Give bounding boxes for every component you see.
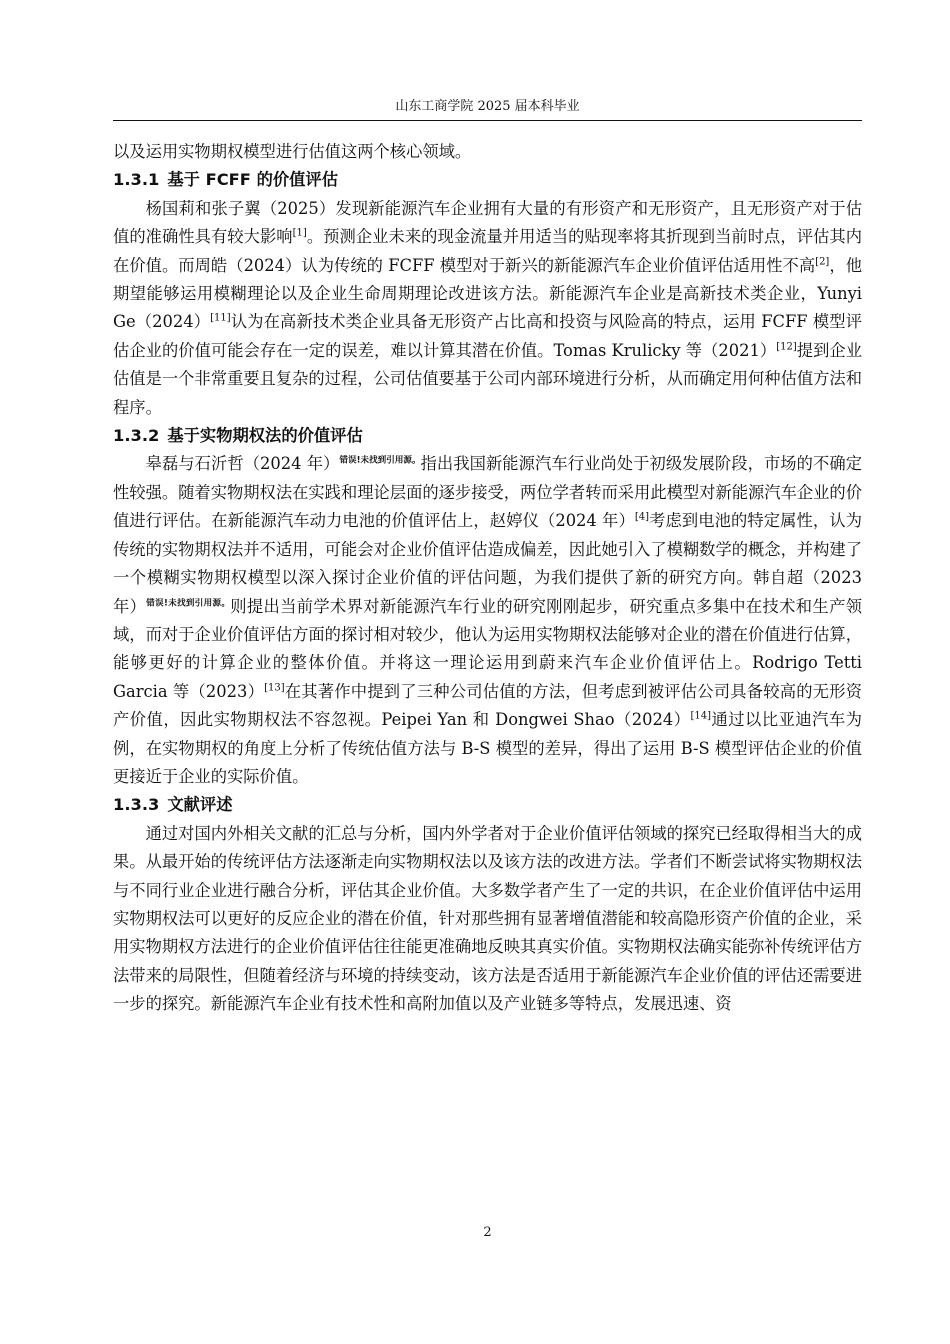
section-title: 基于 FCFF 的价值评估 [167, 170, 338, 190]
section-title: 基于实物期权法的价值评估 [167, 426, 363, 446]
header-rule [113, 120, 862, 121]
citation-ref: [2] [815, 256, 830, 268]
text-run: 在其著作中提到了三种公司估值的方法，但考虑到被评估公司具备较高的无形资产价值，因此实物期权法不容忽视。Peipei Yan 和 Dongwei Shao（2024） [113, 681, 862, 730]
citation-ref: [13] [264, 682, 285, 694]
paragraph-real-options [113, 450, 862, 791]
paragraph-fcff [113, 195, 862, 422]
section-number: 1.3.3 [113, 795, 160, 815]
section-number: 1.3.1 [113, 170, 160, 190]
section-heading-1-3-2 [113, 422, 862, 450]
text-run: 皋磊与石沂哲（2024 年） [145, 454, 340, 474]
running-header: 山东工商学院 2025 届本科毕业 [395, 99, 580, 114]
citation-ref: [4] [634, 511, 649, 523]
section-title: 文献评述 [167, 795, 233, 815]
text-run: 则提出当前学术界对新能源汽车行业的研究刚刚起步，研究重点多集中在技术和生产领域，而对于企业价值评估方面的探讨相对较少，他认为运用实物期权法能够对企业的潜在价值进行估算，能够更好的计算企业的整体价值。并将这一理论运用到蔚来汽车企业价值评估上。Rodrigo Tetti Garcia 等（2023） [113, 596, 862, 701]
text-run: 提到企业估值是一个非常重要且复杂的过程，公司估值要基于公司内部环境进行分析，从而确定用何种估值方法和程序。 [113, 340, 862, 417]
citation-ref: [14] [690, 710, 712, 722]
citation-ref: [1] [292, 227, 307, 239]
text-run: 。预测企业未来的现金流量并用适当的贴现率将其折现到当前时点，评估其内在价值。而周皓（2024）认为传统的 FCFF 模型对于新兴的新能源汽车企业价值评估适用性不高 [113, 227, 862, 275]
section-heading-1-3-3 [113, 791, 862, 819]
text-run: 杨国莉和张子翼（2025）发现新能源汽车企业拥有大量的有形资产和无形资产，且无形资产对于估值的准确性具有较大影响 [113, 198, 862, 247]
text-run: 指出我国新能源汽车行业尚处于初级发展阶段，市场的不确定性较强。随着实物期权法在实践和理论层面的逐步接受，两位学者转而采用此模型对新能源汽车企业的价值进行评估。在新能源汽车动力电池的价值评估上，赵婷仪（2024 年） [113, 454, 862, 531]
paragraph-literature-review: 通过对国内外相关文献的汇总与分析，国内外学者对于企业价值评估领域的探究已经取得相当大的成果。从最开始的传统评估方法逐渐走向实物期权法以及该方法的改进方法。学者们不断尝试将实物期权法与不同行业企业进行融合分析，评估其企业价值。大多数学者产生了一定的共识，在企业价值评估中运用实物期权法可以更好的反应企业的潜在价值，针对那些拥有显著增值潜能和较高隐形资产价值的企业，采用实物期权方法进行的企业价值评估往往能更准确地反映其真实价值。实物期权法确实能弥补传统评估方法带来的局限性，但随着经济与环境的持续变动，该方法是否适用于新能源汽车企业价值的评估还需要进一步的探究。新能源汽车企业有技术性和高附加值以及产业链多等特点，发展迅速、资 [113, 823, 862, 1014]
section-number: 1.3.2 [113, 426, 160, 446]
text-run: 通过以比亚迪汽车为例，在实物期权的角度上分析了传统估值方法与 B-S 模型的差异，得出了运用 B-S 模型评估企业的价值更接近于企业的实际价值。 [113, 710, 862, 786]
body-content [113, 138, 862, 1019]
text-run: 认为在高新技术类企业具备无形资产占比高和投资与风险高的特点，运用 FCFF 模型评估企业的价值可能会存在一定的误差，难以计算其潜在价值。Tomas Krulicky 等（2021） [113, 312, 862, 360]
reference-error-field: 错误!未找到引用源。 [146, 598, 231, 609]
text-run: 考虑到电池的特定属性，认为传统的实物期权法并不适用，可能会对企业价值评估造成偏差，因此她引入了模糊数学的概念，并构建了一个模糊实物期权模型以深入探讨企业价值的评估问题，为我们提供了新的研究方向。韩自超（2023 年） [113, 511, 862, 616]
page-number: 2 [483, 1225, 492, 1240]
reference-error-field: 错误!未找到引用源。 [339, 456, 421, 467]
citation-ref: [11] [210, 313, 231, 325]
section-heading-1-3-1 [113, 166, 862, 194]
citation-ref: [12] [776, 341, 797, 353]
text-run: ，他期望能够运用模糊理论以及企业生命周期理论改进该方法。新能源汽车企业是高新技术类企业，Yunyi Ge（2024） [113, 255, 862, 332]
intro-paragraph: 以及运用实物期权模型进行估值这两个核心领域。 [113, 142, 472, 161]
